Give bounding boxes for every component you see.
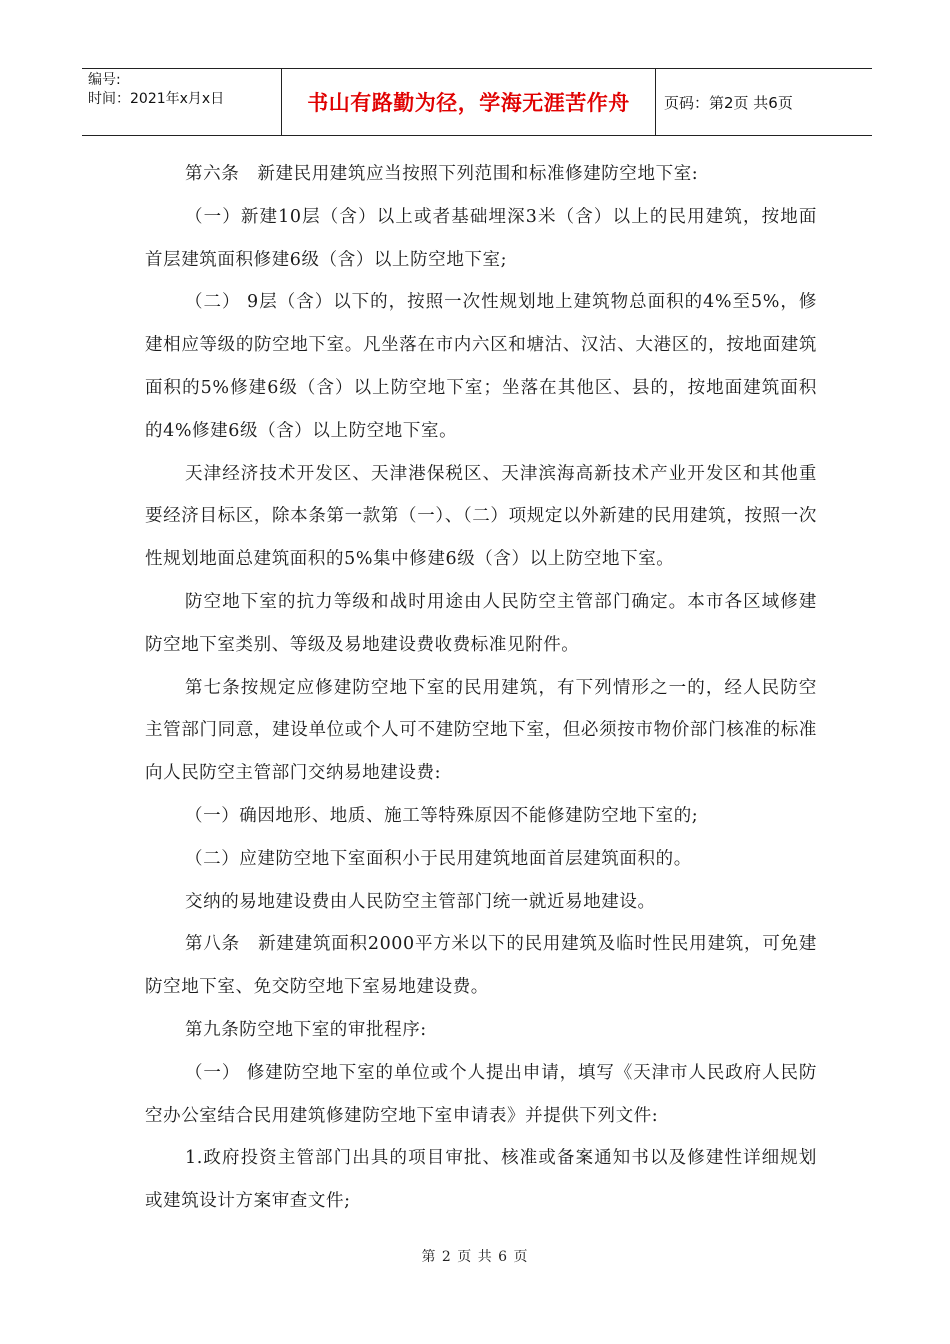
page-footer [0,1246,950,1266]
paragraph: 第六条 新建民用建筑应当按照下列范围和标准修建防空地下室: [185,164,699,184]
paragraph: （二） 9层（含）以下的，按照一次性规划地上建筑物总面积的4%至5%，修建相应等级的防空地下室。凡坐落在市内六区和塘沽、汉沽、大港区的，按地面建筑面积的5%修建6级（含）以上防空地下室；坐落在其他区、县的，按地面建筑面积的4%修建6级（含）以上防空地下室。 [145,292,817,441]
paragraph: 交纳的易地建设费由人民防空主管部门统一就近易地建设。 [185,891,656,912]
paragraph: 防空地下室的抗力等级和战时用途由人民防空主管部门确定。本市各区域修建防空地下室类别、等级及易地建设费收费标准见附件。 [145,591,817,655]
number-label: 编号: [88,72,121,88]
paragraph: 1.政府投资主管部门出具的项目审批、核准或备案通知书以及修建性详细规划或建筑设计方案审查文件; [145,1148,817,1212]
paragraph: （二）应建防空地下室面积小于民用建筑地面首层建筑面积的。 [185,848,692,869]
header-slogan-cell [282,69,656,135]
document-header [82,68,872,136]
paragraph: （一）确因地形、地质、施工等特殊原因不能修建防空地下室的; [185,805,699,826]
page-info: 页码：第2页 共6页 [664,93,793,112]
document-body [145,153,817,1223]
paragraph: （一）新建10层（含）以上或者基础埋深3米（含）以上的民用建筑，按地面首层建筑面积修建6级（含）以上防空地下室; [145,206,817,270]
paragraph: 第八条 新建建筑面积2000平方米以下的民用建筑及临时性民用建筑，可免建防空地下室、免交防空地下室易地建设费。 [145,934,817,998]
footer-page-number: 第 2 页 共 6 页 [421,1249,529,1265]
paragraph: 第七条按规定应修建防空地下室的民用建筑，有下列情形之一的，经人民防空主管部门同意，建设单位或个人可不建防空地下室，但必须按市物价部门核准的标准向人民防空主管部门交纳易地建设费: [145,677,817,784]
slogan: 书山有路勤为径，学海无涯苦作舟 [307,91,630,115]
time-label: 时间：2021年x月x日 [88,91,225,107]
paragraph: （一） 修建防空地下室的单位或个人提出申请，填写《天津市人民政府人民防空办公室结合民用建筑修建防空地下室申请表》并提供下列文件: [145,1062,817,1126]
paragraph: 天津经济技术开发区、天津港保税区、天津滨海高新技术产业开发区和其他重要经济目标区，除本条第一款第（一）、（二）项规定以外新建的民用建筑，按照一次性规划地面总建筑面积的5%集中修建6级（含）以上防空地下室。 [145,463,817,570]
header-page-info [656,69,872,135]
paragraph: 第九条防空地下室的审批程序: [185,1019,427,1040]
header-meta [82,69,282,135]
